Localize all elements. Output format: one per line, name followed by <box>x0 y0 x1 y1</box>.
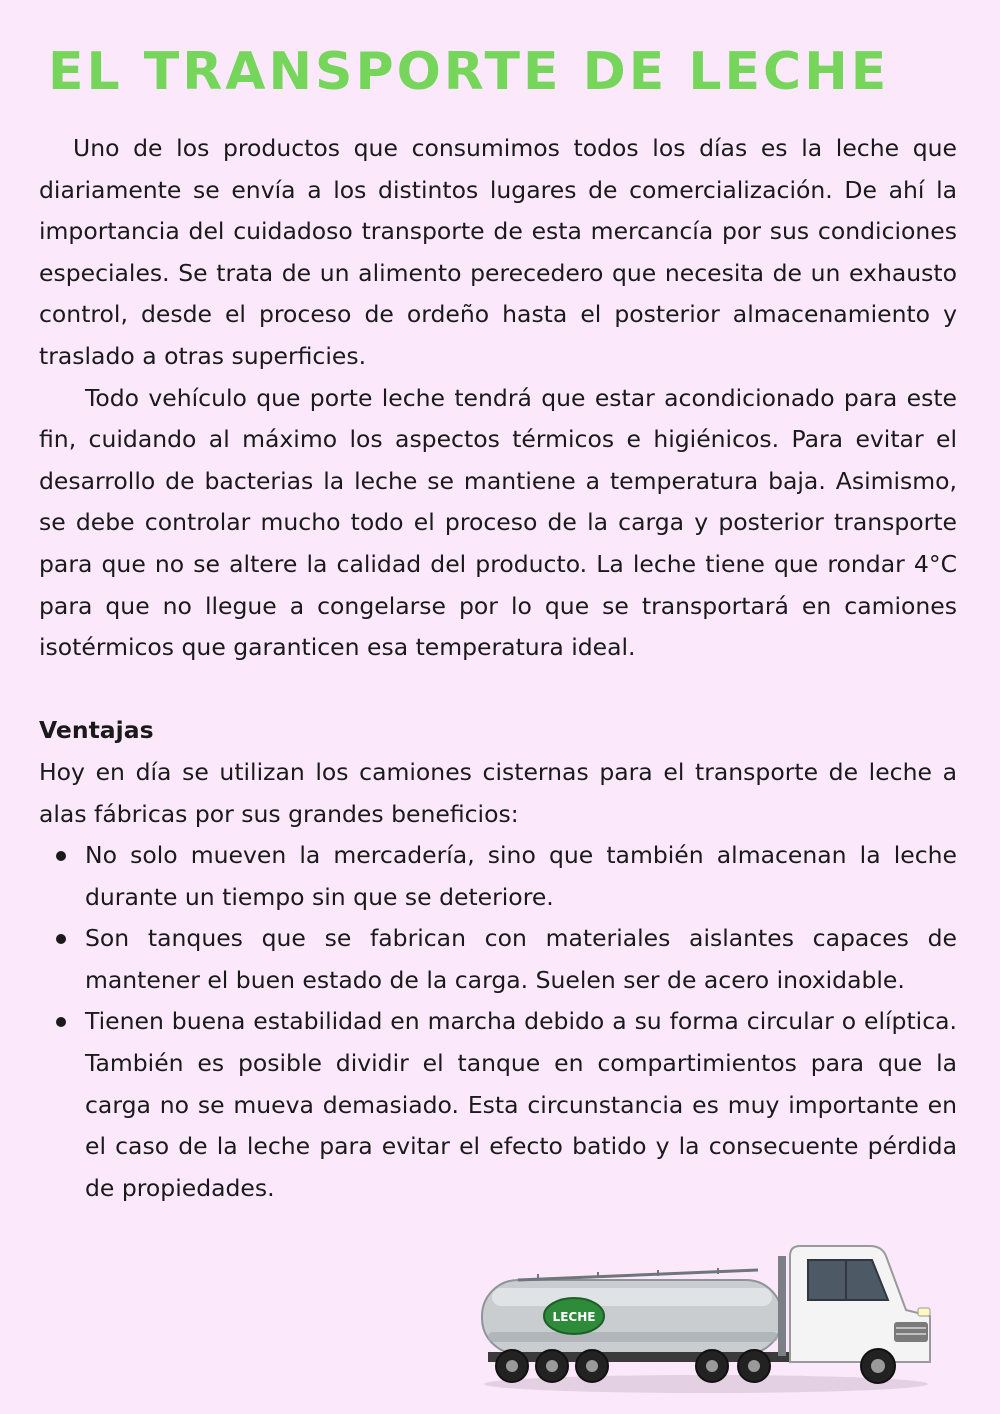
section-spacer <box>39 669 957 711</box>
list-item-text: Tienen buena estabilidad en marcha debido a su forma circular o elíptica. También es posible dividir el tanque en compartimientos para que la carga no se mueva demasiado. Esta circunstancia es muy importante en el caso de la leche para evitar el efecto batido y la consecuente pérdida de propiedades. <box>85 1007 957 1202</box>
list-item-text: Son tanques que se fabrican con materiales aislantes capaces de mantener el buen estado de la carga. Suelen ser de acero inoxidable. <box>85 924 957 994</box>
ventajas-list <box>39 835 957 1209</box>
list-item-text: No solo mueven la mercadería, sino que también almacenan la leche durante un tiempo sin que se deteriore. <box>85 841 957 911</box>
list-item <box>39 1001 957 1209</box>
list-item <box>39 918 957 1001</box>
bullet-icon <box>56 934 66 944</box>
document-body <box>39 128 957 1209</box>
intro-paragraph: Uno de los productos que consumimos todos los días es la leche que diariamente se envía a los distintos lugares de comercialización. De ahí la importancia del cuidadoso transporte de esta mercancía por sus condiciones especiales. Se trata de un alimento perecedero que necesita de un exhausto control, desde el proceso de ordeño hasta el posterior almacenamiento y traslado a otras superficies. <box>39 134 957 370</box>
ventajas-heading: Ventajas <box>39 716 154 745</box>
ventajas-intro: Hoy en día se utilizan los camiones cisternas para el transporte de leche a alas fábricas por sus grandes beneficios: <box>39 757 957 828</box>
tank-logo-text: LECHE <box>552 1310 596 1324</box>
bullet-icon <box>56 1017 66 1027</box>
bullet-icon <box>56 851 66 861</box>
list-item <box>39 835 957 918</box>
page-title: EL TRANSPORTE DE LECHE <box>48 42 890 102</box>
milk-tanker-truck-image <box>478 1236 934 1396</box>
vehicle-paragraph: Todo vehículo que porte leche tendrá que estar acondicionado para este fin, cuidando al máximo los aspectos térmicos e higiénicos. Para evitar el desarrollo de bacterias la leche se mantiene a temperatura baja. Asimismo, se debe controlar mucho todo el proceso de la carga y posterior transporte para que no se altere la calidad del producto. La leche tiene que rondar 4°C para que no llegue a congelarse por lo que se transportará en camiones isotérmicos que garanticen esa temperatura ideal. <box>39 383 957 662</box>
